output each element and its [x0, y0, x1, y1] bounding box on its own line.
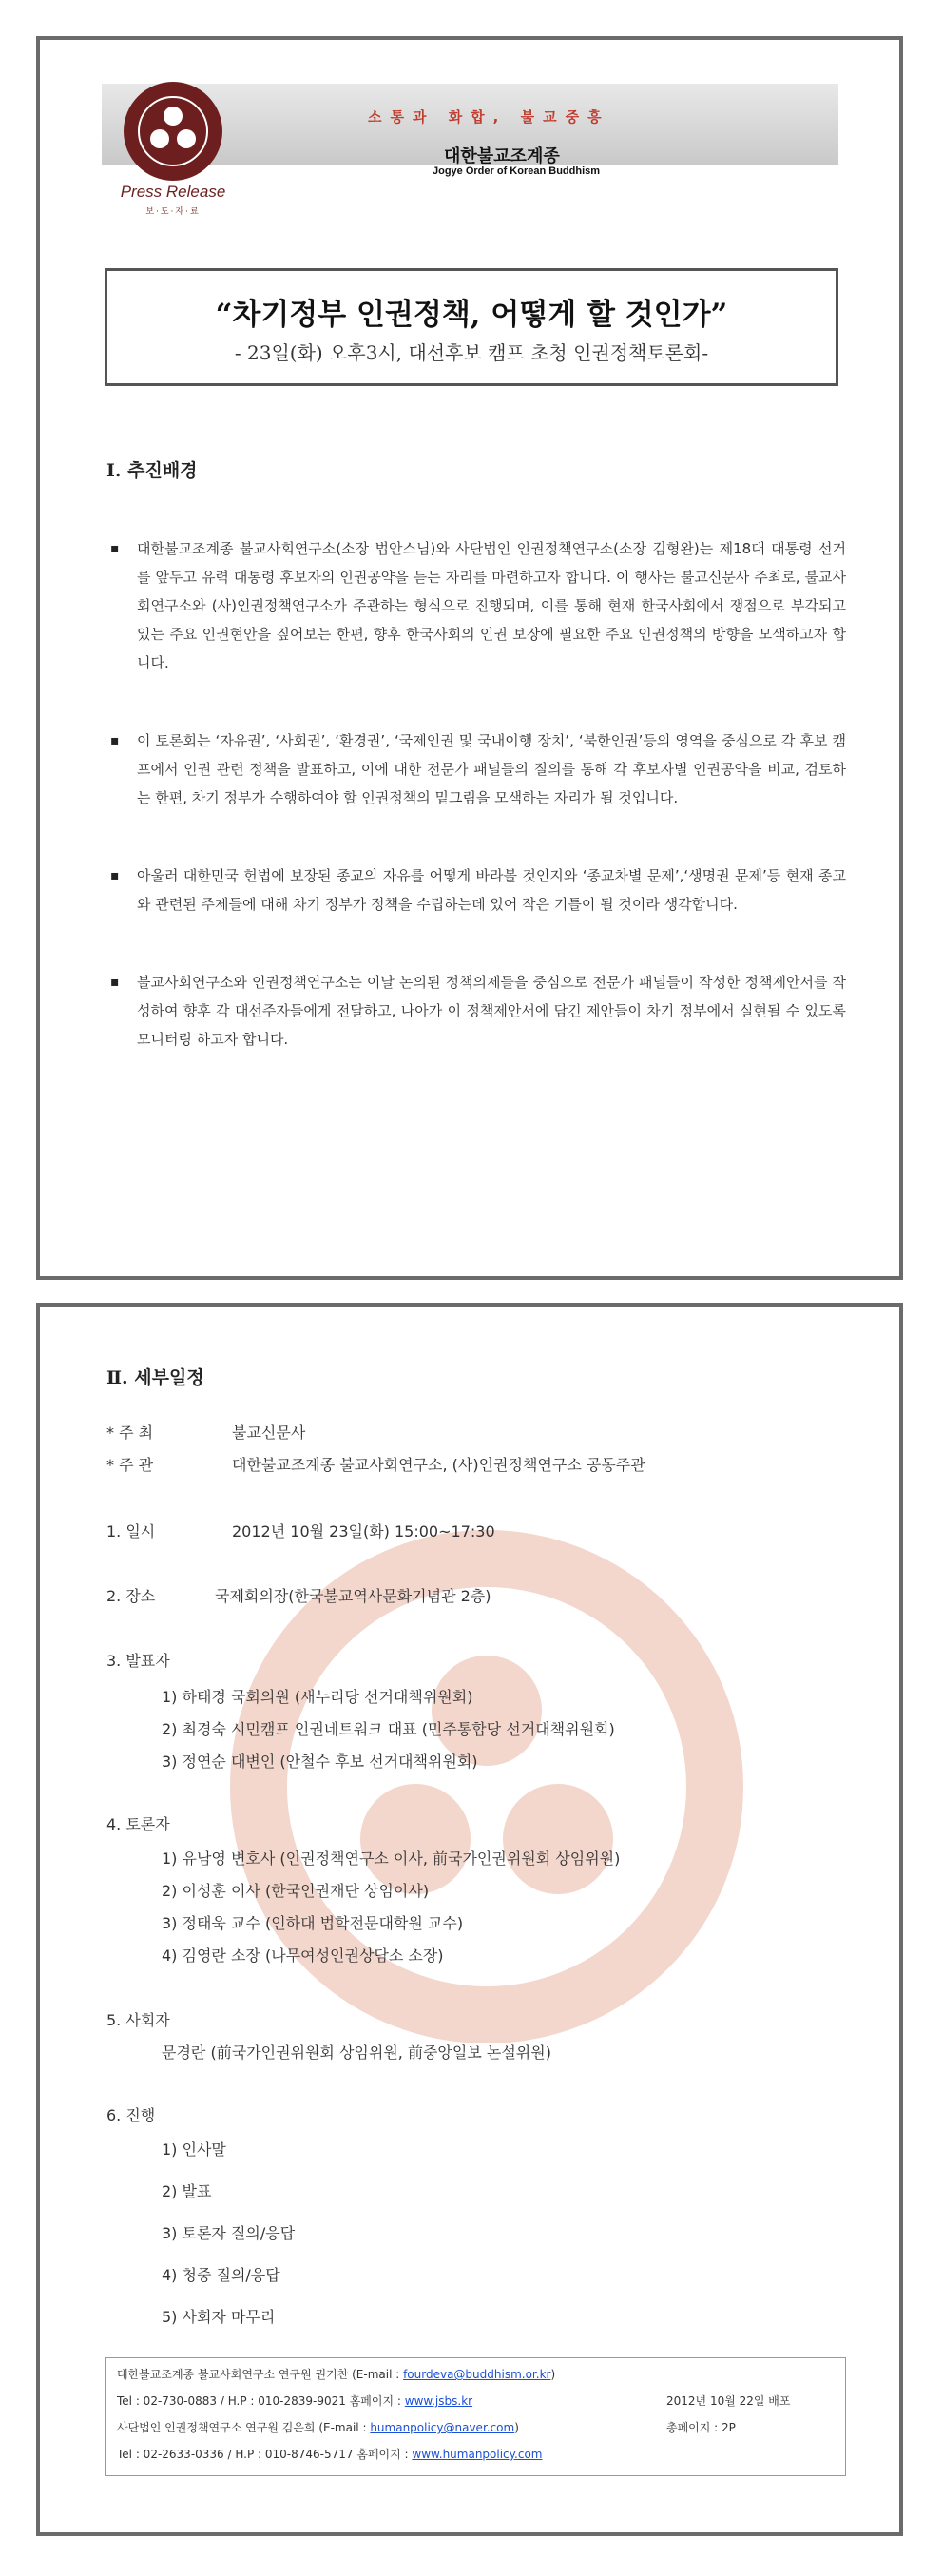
list-item: 2) 발표 — [162, 2182, 212, 2200]
program-label: 6. 진행 — [106, 2106, 156, 2124]
page-one — [36, 36, 903, 1280]
contact-line-1 — [117, 2366, 555, 2382]
email-link[interactable]: fourdeva@buddhism.or.kr — [403, 2368, 551, 2381]
date-label: 1. 일시 — [106, 1522, 156, 1540]
date-value: 2012년 10월 23일(화) 15:00~17:30 — [232, 1522, 495, 1540]
contact-box — [105, 2357, 846, 2476]
contact-text: 사단법인 인권정책연구소 연구원 김은희 (E-mail : — [117, 2421, 371, 2434]
host-row — [106, 1421, 305, 1443]
email-link[interactable]: humanpolicy@naver.com — [370, 2421, 515, 2434]
place-value: 국제회의장(한국불교역사문화기념관 2층) — [215, 1587, 491, 1605]
title-box — [105, 268, 838, 386]
total-pages: 총페이지 : 2P — [666, 2421, 736, 2434]
page-title: “차기정부 인권정책, 어떻게 할 것인가” — [215, 298, 728, 332]
website-link[interactable]: www.humanpolicy.com — [412, 2448, 543, 2461]
section-heading-background: Ⅰ. 추진배경 — [106, 460, 198, 481]
contact-line-4 — [117, 2446, 542, 2462]
contact-text: ) — [550, 2368, 556, 2381]
host-label: * 주 최 — [106, 1424, 154, 1442]
list-item: 1) 인사말 — [162, 2140, 226, 2159]
logo-text-english: Press Release — [120, 183, 226, 201]
logo-text-korean: 보·도·자·료 — [145, 207, 201, 217]
section-heading-schedule: Ⅱ. 세부일정 — [106, 1367, 204, 1388]
date-row — [106, 1520, 495, 1541]
list-item: 4) 김영란 소장 (나무여성인권상담소 소장) — [162, 1947, 444, 1965]
list-item: 2) 최경숙 시민캠프 인권네트워크 대표 (민주통합당 선거대책위원회) — [162, 1720, 615, 1738]
contact-text: Tel : 02-730-0883 / H.P : 010-2839-9021 홈페이지 : — [117, 2394, 405, 2408]
list-item: 3) 토론자 질의/응답 — [162, 2224, 296, 2242]
dharma-logo-icon — [116, 78, 230, 183]
host-value: 불교신문사 — [232, 1424, 306, 1442]
contact-line-2 — [117, 2392, 472, 2409]
distribution-date: 2012년 10월 22일 배포 — [666, 2394, 791, 2408]
organizer-row — [106, 1453, 645, 1475]
list-item: 5) 사회자 마무리 — [162, 2308, 276, 2326]
moderator-label: 5. 사회자 — [106, 2011, 170, 2029]
place-label: 2. 장소 — [106, 1587, 156, 1605]
contact-text: ) — [514, 2421, 519, 2434]
page-two — [36, 1303, 903, 2536]
org-name-english: Jogye Order of Korean Buddhism — [433, 165, 601, 177]
place-row — [106, 1584, 491, 1606]
press-release-logo — [116, 78, 230, 221]
discussants-label: 4. 토론자 — [106, 1815, 170, 1833]
list-item: ▪ 불교사회연구소와 인권정책연구소는 이날 논의된 정책의제들을 중심으로 전문가 패널들이 작성한 정책제안서를 작성하여 향후 각 대선주자들에게 전달하고, 나아가 이 정책제안서에 담긴 제안들이 차기 정부에서 실현될 수 있도록 모니터링 하고자 합니다. — [105, 968, 846, 1054]
contact-text: 대한불교조계종 불교사회연구소 연구원 권기찬 (E-mail : — [117, 2368, 404, 2381]
list-item: 1) 유남영 변호사 (인권정책연구소 이사, 前국가인권위원회 상임위원) — [162, 1850, 621, 1868]
presenters-label: 3. 발표자 — [106, 1652, 170, 1670]
moderator-value: 문경란 (前국가인권위원회 상임위원, 前중앙일보 논설위원) — [162, 2043, 551, 2062]
organizer-value: 대한불교조계종 불교사회연구소, (사)인권정책연구소 공동주관 — [232, 1456, 645, 1474]
organizer-label: * 주 관 — [106, 1456, 154, 1474]
list-item: 4) 청중 질의/응답 — [162, 2266, 280, 2284]
contact-line-3 — [117, 2419, 519, 2435]
org-name-korean: 대한불교조계종 — [444, 146, 560, 166]
page-subtitle: - 23일(화) 오후3시, 대선후보 캠프 초청 인권정책토론회- — [234, 341, 709, 364]
list-item: 3) 정태욱 교수 (인하대 법학전문대학원 교수) — [162, 1914, 464, 1932]
list-item: ▪ 아울러 대한민국 헌법에 보장된 종교의 자유를 어떻게 바라볼 것인지와 ‘종교차별 문제’,‘생명권 문제’등 현재 종교와 관련된 주제들에 대해 차기 정부가 정책을 수립하는데 있어 작은 기틀이 될 것이라 생각합니다. — [105, 862, 846, 919]
contact-text: Tel : 02-2633-0336 / H.P : 010-8746-5717 홈페이지 : — [117, 2448, 413, 2461]
list-item: ▪ 이 토론회는 ‘자유권’, ‘사회권’, ‘환경권’, ‘국제인권 및 국내이행 장치’, ‘북한인권’등의 영역을 중심으로 각 후보 캠프에서 인권 관련 정책을 발표하고, 이에 대한 전문가 패널들의 질의를 통해 각 후보자별 인권공약을 비교, 검토하는 한편, 차기 정부가 수행하여야 할 인권정책의 밑그림을 모색하는 자리가 될 것입니다. — [105, 726, 846, 812]
website-link[interactable]: www.jsbs.kr — [404, 2394, 473, 2408]
list-item: 3) 정연순 대변인 (안철수 후보 선거대책위원회) — [162, 1753, 478, 1771]
slogan: 소통과 화합, 불교중흥 — [368, 108, 610, 126]
background-bullet-list — [105, 534, 846, 1054]
list-item: 1) 하태경 국회의원 (새누리당 선거대책위원회) — [162, 1688, 473, 1706]
list-item: ▪ 대한불교조계종 불교사회연구소(소장 법안스님)와 사단법인 인권정책연구소(소장 김형완)는 제18대 대통령 선거를 앞두고 유력 대통령 후보자의 인권공약을 듣는 자리를 마련하고자 합니다. 이 행사는 불교신문사 주최로, 불교사회연구소와 (사)인권정책연구소가 주관하는 형식으로 진행되며, 이를 통해 현재 한국사회에서 쟁점으로 부각되고 있는 주요 인권현안을 짚어보는 한편, 향후 한국사회의 인권 보장에 필요한 주요 인권정책의 방향을 모색하고자 합니다. — [105, 534, 846, 677]
list-item: 2) 이성훈 이사 (한국인권재단 상임이사) — [162, 1882, 430, 1900]
